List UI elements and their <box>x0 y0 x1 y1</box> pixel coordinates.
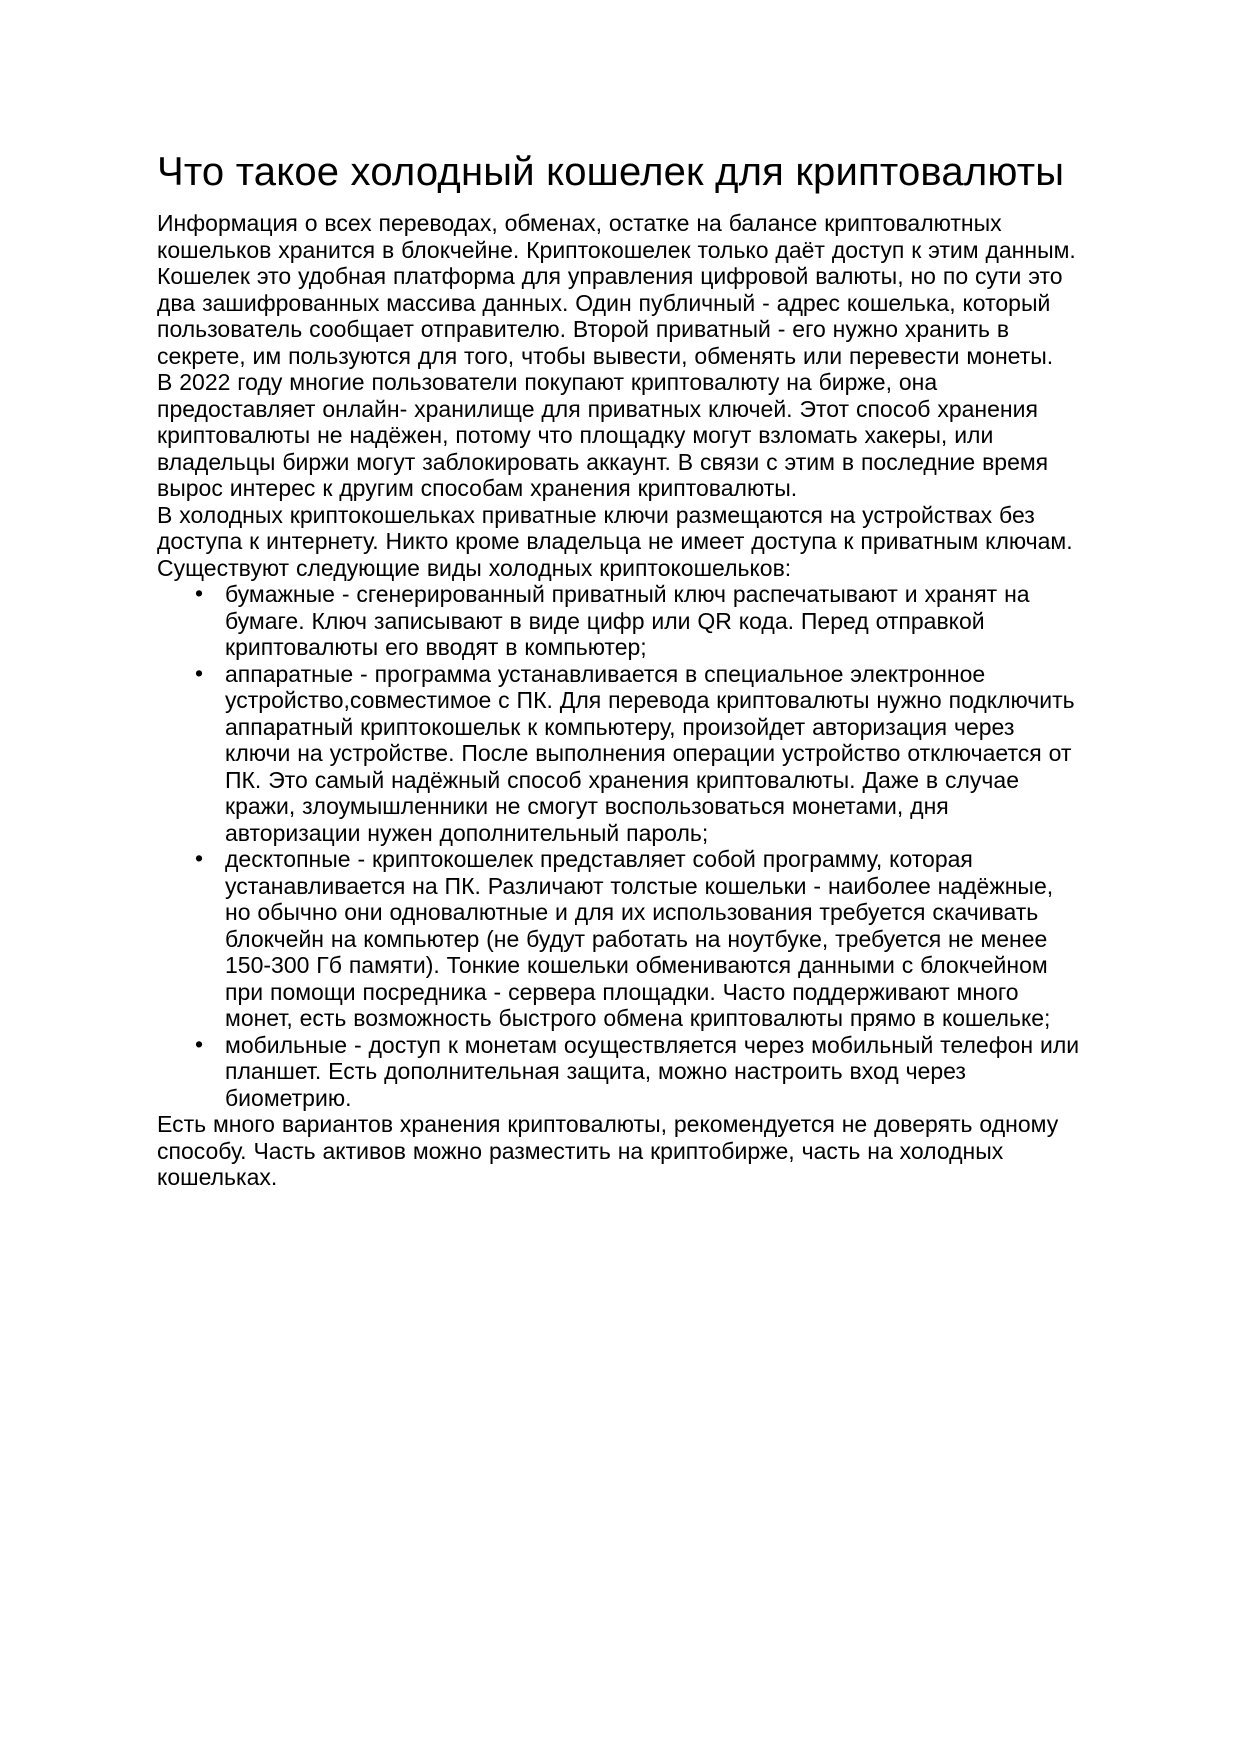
paragraph: В 2022 году многие пользователи покупают криптовалюту на бирже, она предоставляет онлайн- хранилище для приватных ключей. Этот способ хранения криптовалюты не надёжен, потому что площадку могут взломать хакеры, или владельцы биржи могут заблокировать аккаунт. В связи с этим в последние время вырос интерес к другим способам хранения криптовалюты. <box>157 369 1049 501</box>
wallet-type-list-item: • аппаратные - программа устанавливается в специальное электронное устройство,совместимое с ПК. Для перевода криптовалюты нужно подключить аппаратный криптокошельк к компьютеру, произойдет авторизация через ключи на устройстве. После выполнения операции устройство отключается от ПК. Это самый надёжный способ хранения криптовалюты. Даже в случае кражи, злоумышленники не смогут воспользоваться монетами, дня авторизации нужен дополнительный пароль; <box>157 661 1083 847</box>
wallet-types-list <box>157 581 1083 1111</box>
closing-paragraphs <box>157 1111 1083 1191</box>
wallet-type-list-item: • десктопные - криптокошелек представляет собой программу, которая устанавливается на ПК. Различают толстые кошельки - наиболее надёжные, но обычно они одновалютные и для их использования требуется скачивать блокчейн на компьютер (не будут работать на ноутбуке, требуется не менее 150-300 Гб памяти). Тонкие кошельки обмениваются данными с блокчейном при помощи посредника - сервера площадки. Часто поддерживают много монет, есть возможность быстрого обмена криптовалюты прямо в кошельке; <box>157 846 1083 1032</box>
paragraph: Информация о всех переводах, обменах, остатке на балансе криптовалютных кошельков хранится в блокчейне. Криптокошелек только даёт доступ к этим данным. Кошелек это удобная платформа для управления цифровой валюты, но по сути это два зашифрованных массива данных. Один публичный - адрес кошелька, который пользователь сообщает отправителю. Второй приватный - его нужно хранить в секрете, им пользуются для того, чтобы вывести, обменять или перевести монеты. <box>157 210 1076 369</box>
document-body <box>157 210 1083 1191</box>
paragraph: Существуют следующие виды холодных криптокошельков: <box>157 554 792 581</box>
wallet-type-list-item: • мобильные - доступ к монетам осуществляется через мобильный телефон или планшет. Есть дополнительная защита, можно настроить вход через биометрию. <box>157 1032 1083 1112</box>
wallet-type-list-item: • бумажные - сгенерированный приватный ключ распечатывают и хранят на бумаге. Ключ записывают в виде цифр или QR кода. Перед отправкой криптовалюты его вводят в компьютер; <box>157 581 1083 661</box>
intro-paragraphs <box>157 210 1083 581</box>
paragraph: В холодных криптокошельках приватные ключи размещаются на устройствах без доступа к интернету. Никто кроме владельца не имеет доступа к приватным ключам. <box>157 501 1073 554</box>
paragraph: Есть много вариантов хранения криптовалюты, рекомендуется не доверять одному способу. Часть активов можно разместить на криптобирже, часть на холодных кошельках. <box>157 1111 1059 1190</box>
document-title: Что такое холодный кошелек для криптовалюты <box>157 150 1065 194</box>
